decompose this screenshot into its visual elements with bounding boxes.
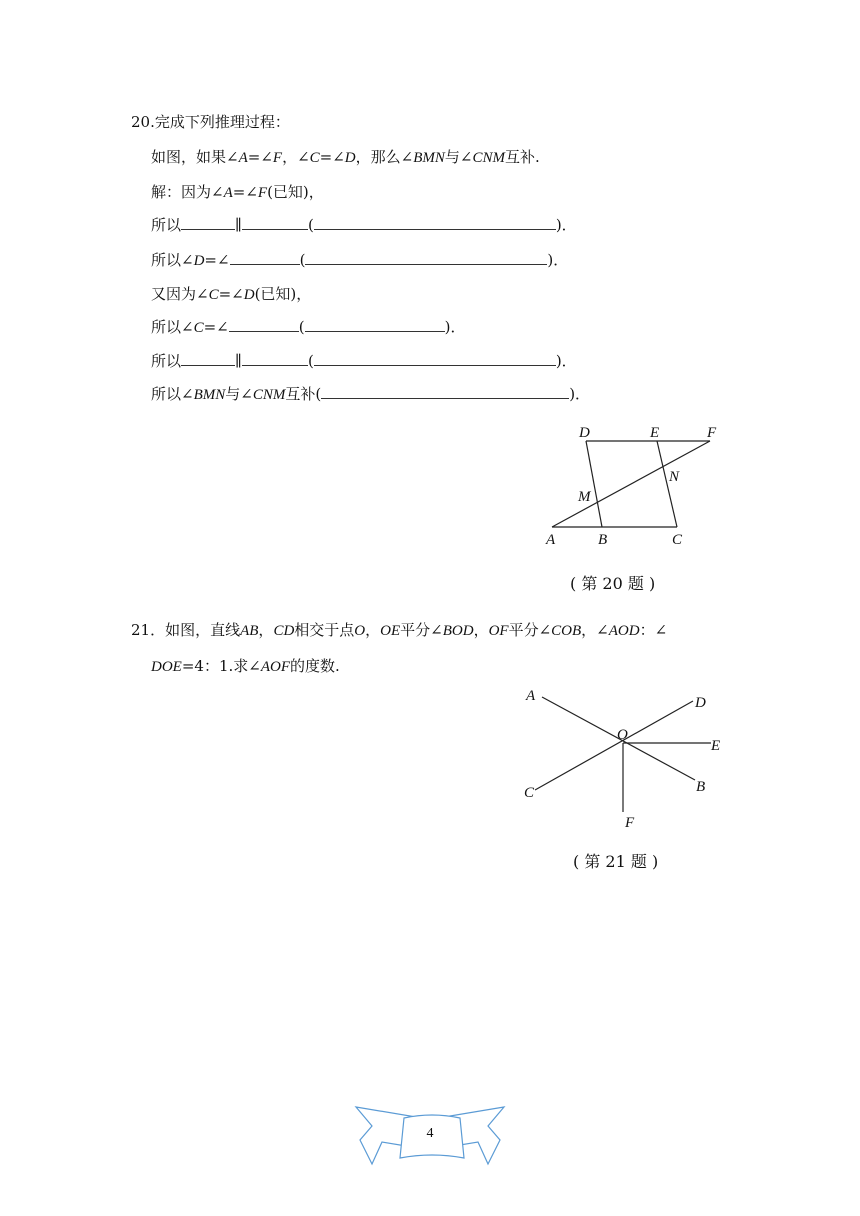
q20-solution-line5: 所以∠C=∠ ( )． — [151, 318, 466, 336]
label-D: D — [579, 425, 590, 441]
blank-line-1a[interactable] — [181, 214, 235, 230]
blank-reason-4[interactable] — [314, 350, 556, 366]
q20-solution-line2: 所以 ∥ ( )． — [151, 216, 577, 234]
label-N: N — [669, 469, 680, 485]
label-E: E — [650, 425, 660, 441]
label-E: E — [711, 738, 721, 754]
blank-reason-3[interactable] — [305, 316, 445, 332]
q20-statement: 如图，如果∠A=∠F，∠C=∠D，那么∠BMN与∠CNM互补. — [151, 148, 540, 166]
q20-solution-line7: 所以∠BMN与∠CNM互补( )． — [151, 385, 591, 403]
label-M: M — [578, 489, 591, 505]
label-A: A — [546, 532, 556, 548]
label-C: C — [672, 532, 683, 548]
segment-AF — [552, 441, 710, 527]
label-F: F — [625, 815, 635, 830]
blank-reason-5[interactable] — [321, 383, 569, 399]
q20-solution-line4: 又因为∠C=∠D(已知)， — [151, 285, 312, 303]
figure-20-caption: ( 第 20 题 ) — [570, 574, 656, 593]
blank-reason-1[interactable] — [314, 214, 556, 230]
label-D: D — [695, 695, 706, 711]
blank-line-2b[interactable] — [242, 350, 308, 366]
label-O: O — [617, 727, 628, 743]
label-B: B — [598, 532, 608, 548]
label-F: F — [707, 425, 717, 441]
blank-line-1b[interactable] — [242, 214, 308, 230]
q20-title: 20.完成下列推理过程： — [131, 113, 290, 131]
figure-20 — [540, 420, 730, 555]
label-C: C — [524, 785, 535, 801]
blank-reason-2[interactable] — [305, 249, 547, 265]
blank-line-2a[interactable] — [181, 350, 235, 366]
label-A: A — [526, 688, 536, 704]
figure-21-caption: ( 第 21 题 ) — [573, 852, 659, 871]
q20-solution-line1: 解：因为∠A=∠F(已知)， — [151, 183, 324, 201]
q20-solution-line3: 所以∠D=∠ ( )． — [151, 251, 569, 269]
q20-solution-line6: 所以 ∥ ( )． — [151, 352, 577, 370]
q21-statement-line1: 21．如图，直线AB，CD相交于点O，OE平分∠BOD，OF平分∠COB，∠AOD：∠ — [131, 621, 668, 639]
blank-angle-2[interactable] — [229, 316, 299, 332]
page-number: 4 — [426, 1126, 434, 1141]
segment-DB — [586, 441, 602, 527]
figure-21 — [515, 680, 735, 830]
label-B: B — [696, 779, 706, 795]
line-CD — [535, 701, 693, 790]
q21-statement-line2: DOE=4：1.求∠AOF的度数. — [151, 657, 340, 675]
blank-angle-1[interactable] — [230, 249, 300, 265]
